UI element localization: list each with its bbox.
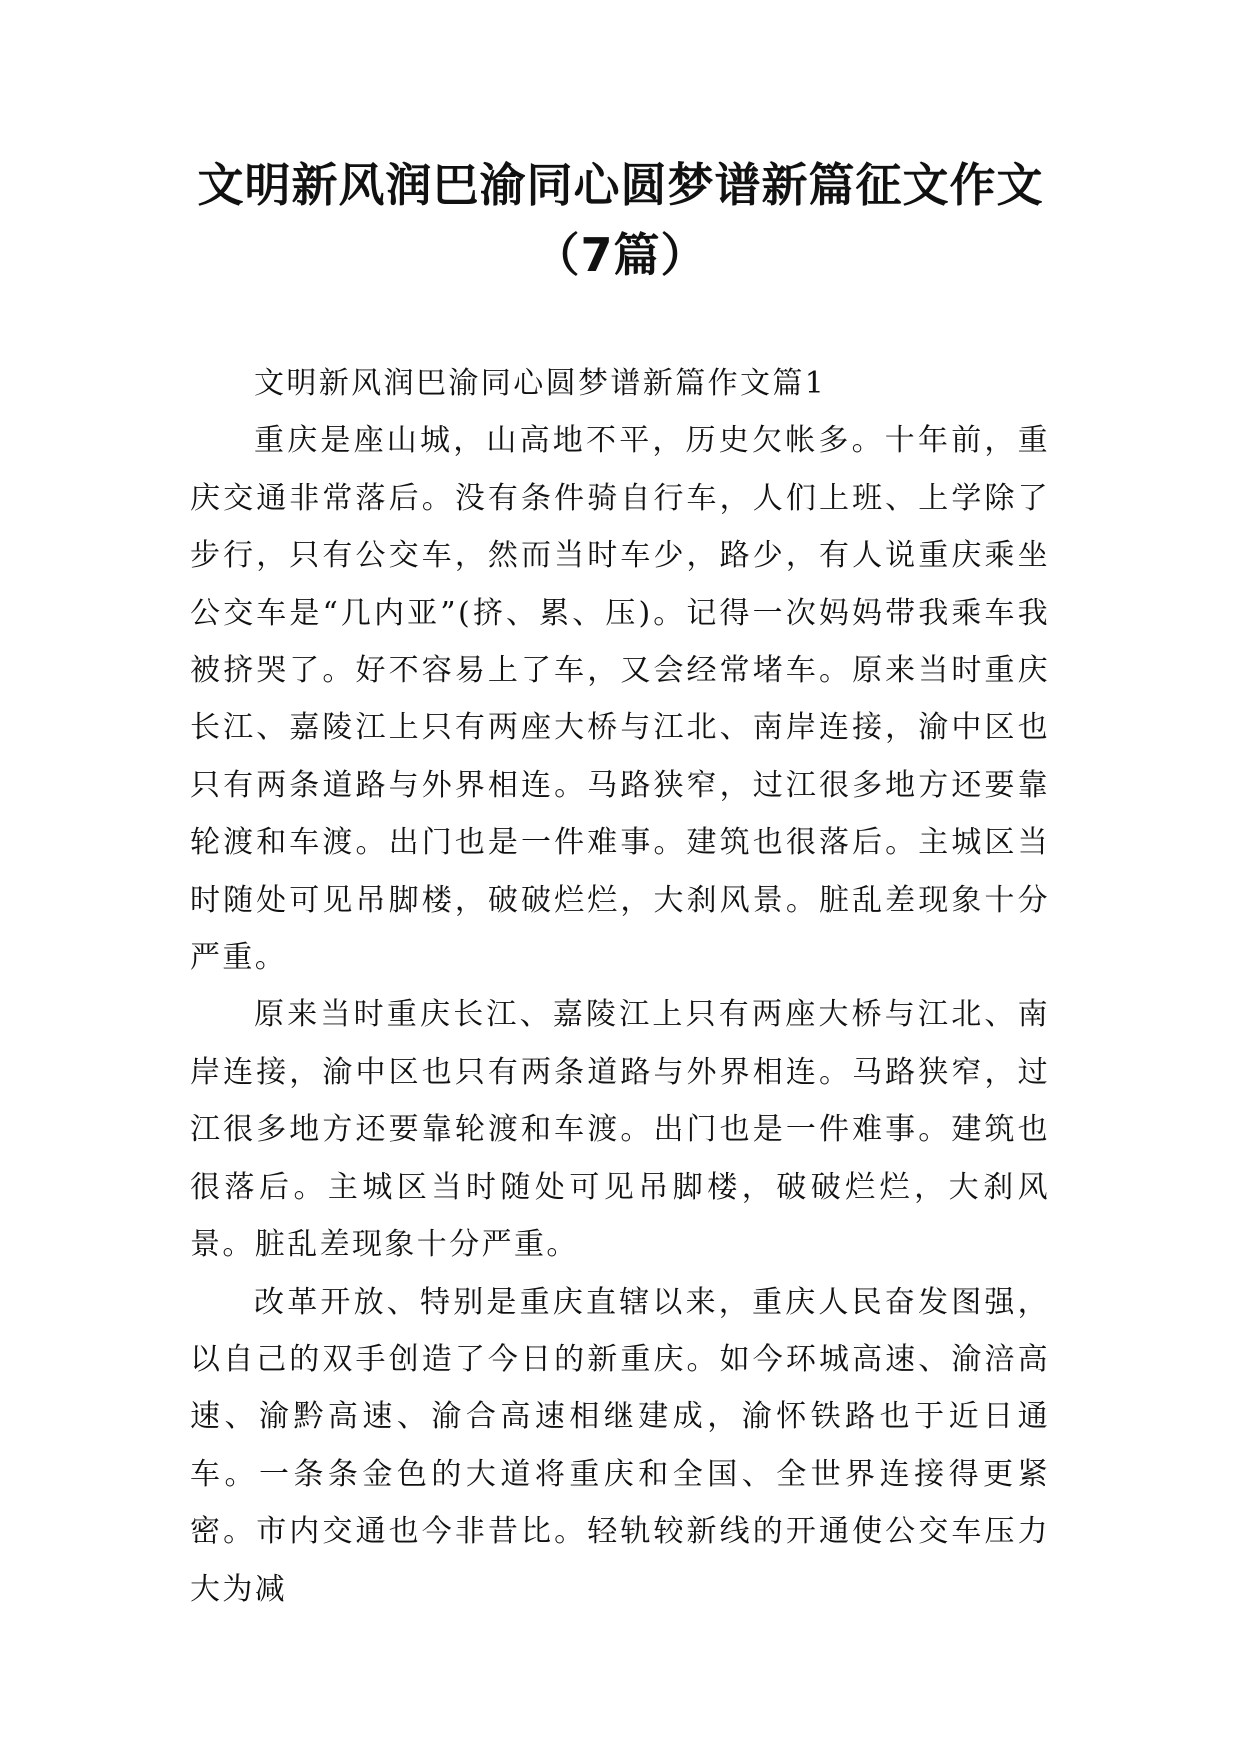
paragraph: 重庆是座山城，山高地不平，历史欠帐多。十年前，重庆交通非常落后。没有条件骑自行车，人们上班、上学除了步行，只有公交车，然而当时车少，路少，有人说重庆乘坐公交车是“几内亚”(挤、累、压)。记得一次妈妈带我乘车我被挤哭了。好不容易上了车，又会经常堵车。原来当时重庆长江、嘉陵江上只有两座大桥与江北、南岸连接，渝中区也只有两条道路与外界相连。马路狭窄，过江很多地方还要靠轮渡和车渡。出门也是一件难事。建筑也很落后。主城区当时随处可见吊脚楼，破破烂烂，大刹风景。脏乱差现象十分严重。 xyxy=(190,423,1050,976)
document-title xyxy=(150,150,1091,290)
paragraph: 改革开放、特别是重庆直辖以来，重庆人民奋发图强，以自己的双手创造了今日的新重庆。如今环城高速、渝涪高速、渝黔高速、渝合高速相继建成，渝怀铁路也于近日通车。一条条金色的大道将重庆和全国、全世界连接得更紧密。市内交通也今非昔比。轻轨较新线的开通使公交车压力大为减 xyxy=(190,1284,1050,1607)
title-line-1: 文明新风润巴渝同心圆梦谱新篇征文作文 xyxy=(197,158,1044,212)
title-line-2: （7篇） xyxy=(533,228,708,282)
document-body xyxy=(190,355,1050,1618)
section-heading: 文明新风润巴渝同心圆梦谱新篇作文篇1 xyxy=(254,366,827,401)
paragraph: 原来当时重庆长江、嘉陵江上只有两座大桥与江北、南岸连接，渝中区也只有两条道路与外界相连。马路狭窄，过江很多地方还要靠轮渡和车渡。出门也是一件难事。建筑也很落后。主城区当时随处可见吊脚楼，破破烂烂，大刹风景。脏乱差现象十分严重。 xyxy=(190,997,1050,1263)
